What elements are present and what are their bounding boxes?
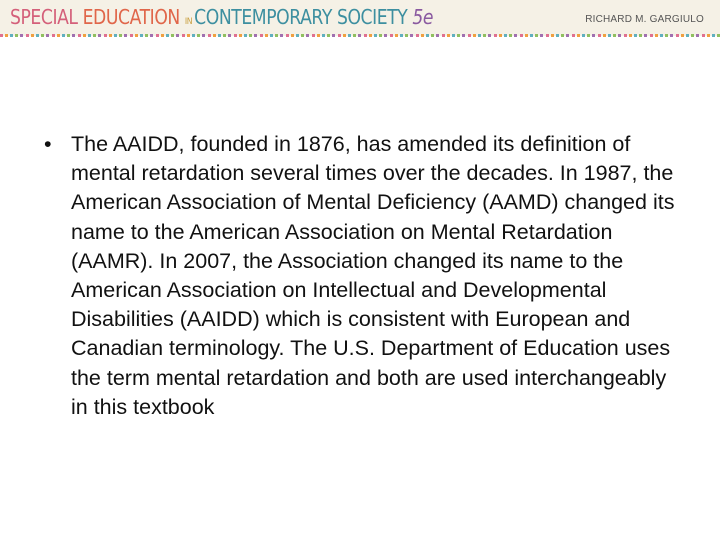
author-name: RICHARD M. GARGIULO [585,14,704,25]
edition-label: 5e [412,5,434,29]
title-contemporary-society: CONTEMPORARY SOCIETY [194,5,413,29]
dotted-divider [0,34,720,37]
bullet-text: The AAIDD, founded in 1876, has amended its definition of mental retardation several times over the decades. In 1987, the American Association of Mental Deficiency (AAMD) changed its name to the American Association on Mental Retardation (AAMR). In 2007, the Association changed its name to the American Association on Intellectual and Developmental Disabilities (AAIDD) which is consistent with European and Canadian terminology. The U.S. Department of Education uses the term mental retardation and both are used interchangeably in this textbook [71,132,675,419]
book-title [10,5,433,29]
slide-header [0,0,720,36]
bullet-icon: • [44,132,52,156]
title-special: SPECIAL [10,5,83,29]
title-in: IN [184,17,195,27]
bullet-list [44,130,684,422]
title-education: EDUCATION [82,5,185,29]
